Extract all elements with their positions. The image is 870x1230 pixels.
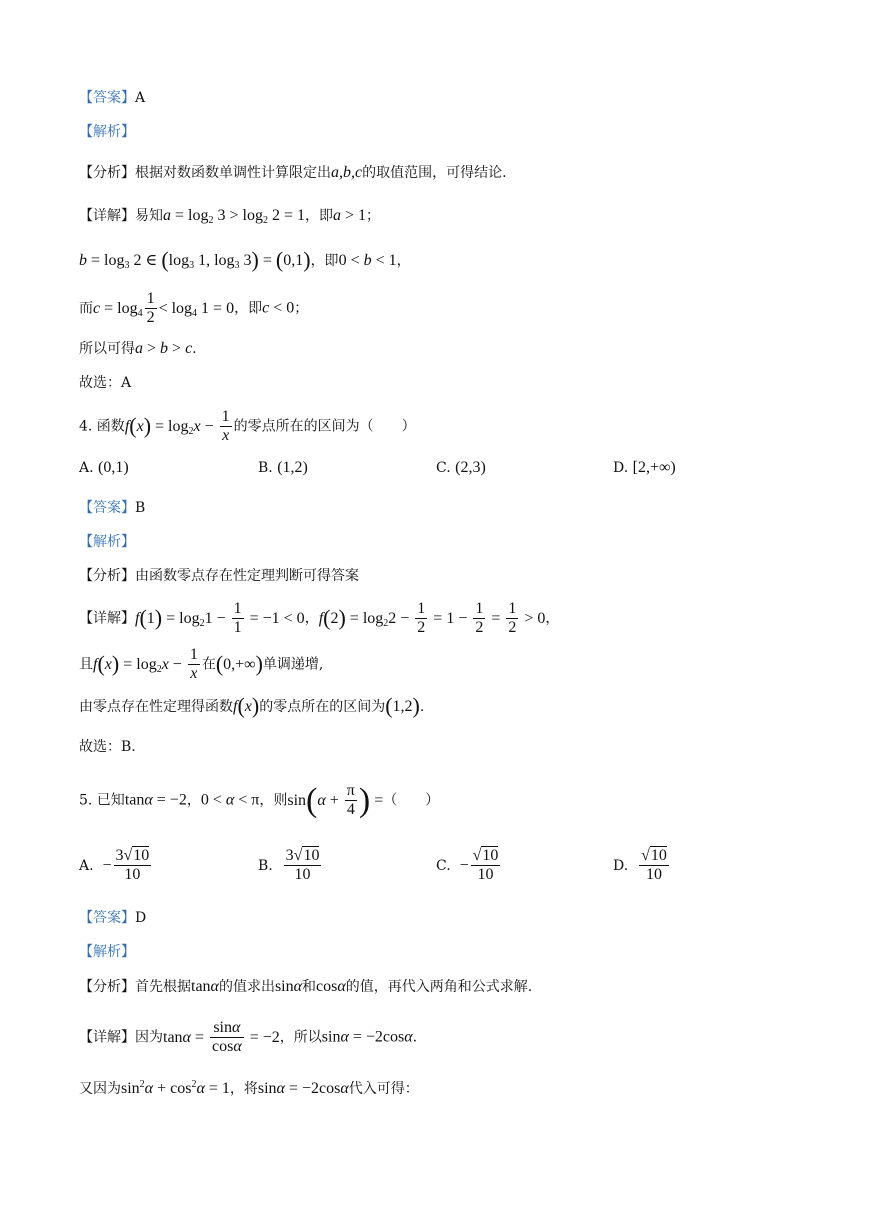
option-sign: − xyxy=(102,856,112,874)
math-expression: tanα = −2 xyxy=(124,791,187,809)
option-fraction: $\frac{3√10}{10}$ xyxy=(285,847,320,884)
text: 因为 xyxy=(135,1029,163,1046)
text: 的零点所在的区间为 xyxy=(259,699,386,715)
text: ； xyxy=(294,300,309,317)
math-expression: (0,+∞) xyxy=(215,650,263,676)
math-expression: 0 < α < π xyxy=(200,791,260,809)
option-fraction: $\frac{√10}{10}$ xyxy=(472,847,499,884)
q5-stem xyxy=(79,782,439,820)
text: ， xyxy=(304,610,319,627)
text: 又因为 xyxy=(79,1081,121,1097)
option-fraction: $\frac{3√10}{10}$ xyxy=(115,847,150,884)
choose-text: 故选：A xyxy=(79,375,132,391)
q3-xiangjie-line-2 xyxy=(79,247,411,272)
text: ，即 xyxy=(310,253,339,269)
q5-option-d xyxy=(613,847,671,885)
fenxi-tag: 【分析】 xyxy=(79,568,135,584)
math-expression: $f(x) = \log_2x$ − $\frac{1}{x}$ xyxy=(93,646,198,683)
math-expression: a > b > c xyxy=(135,340,193,357)
option-value: (1,2) xyxy=(277,459,308,476)
q3-answer-line xyxy=(79,91,145,105)
text: ，则 xyxy=(259,792,288,809)
xiangjie-tag: 【详解】 xyxy=(79,1029,135,1046)
q5-xiangjie-line-2 xyxy=(79,1081,419,1097)
option-value: [2,+∞) xyxy=(632,459,676,476)
fenxi-text: 的值，再代入两角和公式求解. xyxy=(345,979,533,995)
text: ， xyxy=(545,610,560,627)
text: 在 xyxy=(201,656,216,673)
option-label: C. xyxy=(436,460,451,476)
coefficient: 3 xyxy=(115,847,124,864)
math-expression: sinα xyxy=(274,978,303,995)
q5-option-c xyxy=(436,847,502,885)
option-label: A. xyxy=(79,857,94,874)
q4-option-d xyxy=(613,460,676,476)
math-expression: $\sin^2\alpha + \cos^2\alpha = 1$ xyxy=(121,1079,230,1097)
math-expression: $a = \log_2 3 > \log_2 2 = 1$ xyxy=(163,207,305,226)
denominator: 10 xyxy=(124,866,141,884)
fenxi-tag: 【分析】 xyxy=(79,165,135,181)
math-expression: sinα = −2cosα xyxy=(257,1080,349,1097)
q4-xiangjie-line-3 xyxy=(79,693,425,718)
q4-analysis-line xyxy=(79,535,135,549)
math-expression: 0 < b < 1 xyxy=(338,252,397,269)
radicand: 10 xyxy=(133,847,150,864)
analysis-tag: 【解析】 xyxy=(79,944,135,960)
coefficient: 3 xyxy=(285,847,294,864)
text: （ ） xyxy=(383,792,440,809)
q4-xiangjie-line-2 xyxy=(79,646,323,684)
question-number: 4. 函数 xyxy=(79,418,125,435)
q3-analysis-line xyxy=(79,125,135,139)
q5-answer-line xyxy=(79,911,146,925)
text: 单调递增, xyxy=(262,656,324,673)
q3-xiangjie-line-1 xyxy=(79,208,380,224)
denominator: 10 xyxy=(645,866,662,884)
q4-fenxi-line xyxy=(79,569,359,583)
fenxi-text: 的值求出 xyxy=(218,979,275,995)
text: . xyxy=(412,1029,418,1046)
q4-option-c xyxy=(436,460,486,476)
option-value: (0,1) xyxy=(98,459,129,476)
fenxi-math: a,b,c xyxy=(331,164,363,181)
q4-answer-line xyxy=(79,501,145,515)
math-expression: $f(2) = \log_22$ − $\frac{1}{2}$ = 1 − $\frac{1}{2}$ = $\frac{1}{2}$ > 0 xyxy=(318,600,546,637)
answer-value: D xyxy=(135,910,147,926)
text: ，即 xyxy=(304,208,333,224)
q3-xiangjie-line-3 xyxy=(79,290,308,328)
option-value: (2,3) xyxy=(455,459,486,476)
analysis-tag: 【解析】 xyxy=(79,124,135,140)
radicand: 10 xyxy=(482,847,499,864)
q3-xiangjie-line-4 xyxy=(79,341,197,357)
math-expression: sin(α + $\frac{\pi}{4}$ ) = xyxy=(287,781,384,819)
text: ， xyxy=(186,792,201,809)
denominator: 10 xyxy=(477,866,494,884)
q4-option-b xyxy=(258,460,308,476)
text: 易知 xyxy=(135,208,163,224)
q4-option-a xyxy=(79,460,129,476)
option-label: D. xyxy=(613,857,629,874)
fenxi-text: 首先根据 xyxy=(135,979,191,995)
answer-tag: 【答案】 xyxy=(79,90,135,106)
xiangjie-tag: 【详解】 xyxy=(79,208,135,224)
math-expression: f(x) xyxy=(233,693,260,718)
fenxi-text: 根据对数函数单调性计算限定出 xyxy=(135,165,331,181)
fenxi-text: 由函数零点存在性定理判断可得答案 xyxy=(135,568,359,584)
q3-choose-line xyxy=(79,376,131,390)
analysis-tag: 【解析】 xyxy=(79,534,135,550)
text: 且 xyxy=(79,656,93,673)
text: ； xyxy=(366,208,380,224)
q4-xiangjie-line-1 xyxy=(79,600,559,638)
option-label: A. xyxy=(79,460,94,476)
option-label: B. xyxy=(258,460,273,476)
question-number: 5. 已知 xyxy=(79,792,125,809)
math-expression: sinα = −2cosα xyxy=(321,1028,413,1046)
text: 所以可得 xyxy=(79,341,135,357)
math-expression: $c = \log_4$ $\frac{1}{2}$ < $\log_4 1 = 0$ xyxy=(93,290,235,327)
option-label: C. xyxy=(436,857,451,874)
answer-value: B xyxy=(135,500,146,516)
math-expression: $b = \log_3 2$ ∈ ($\log_3$ 1, $\log_3 3) = (0,1)$ xyxy=(79,247,311,272)
text: ，将 xyxy=(229,1081,258,1097)
q5-option-b xyxy=(258,847,323,885)
option-sign: − xyxy=(459,856,469,874)
text: . xyxy=(419,699,425,715)
answer-tag: 【答案】 xyxy=(79,910,135,926)
xiangjie-tag: 【详解】 xyxy=(79,610,135,627)
math-expression: tanα xyxy=(191,978,219,995)
text: ，所以 xyxy=(279,1029,322,1046)
q3-fenxi-line xyxy=(79,165,507,181)
q5-fenxi-line xyxy=(79,979,532,995)
option-fraction: $\frac{√10}{10}$ xyxy=(641,847,667,884)
math-expression: (1,2) xyxy=(385,693,420,718)
math-expression: $f(1) = \log_21$ − $\frac{1}{1}$ = −1 < 0 xyxy=(135,600,305,637)
q5-analysis-line xyxy=(79,945,135,959)
q5-xiangjie-line-1 xyxy=(79,1019,417,1057)
answer-value: A xyxy=(135,90,146,106)
fenxi-text: 的取值范围，可得结论. xyxy=(362,165,507,181)
math-expression: cosα xyxy=(316,978,346,995)
fenxi-tag: 【分析】 xyxy=(79,979,135,995)
radicand: 10 xyxy=(650,847,667,864)
fenxi-text: 和 xyxy=(302,979,317,995)
text: 代入可得： xyxy=(348,1081,419,1097)
answer-tag: 【答案】 xyxy=(79,500,135,516)
text: 的零点所在的区间为（ ） xyxy=(233,418,416,435)
option-label: D. xyxy=(613,460,629,476)
math-expression: $f(x) = \log_2x$ − $\frac{1}{x}$ xyxy=(124,408,230,445)
text: ， xyxy=(396,253,411,269)
math-expression: a > 1 xyxy=(332,207,366,224)
q5-option-a xyxy=(79,847,153,885)
math-expression: tanα = $\frac{\sin\alpha}{\cos\alpha}$ = −2 xyxy=(163,1019,280,1056)
q4-stem xyxy=(79,408,416,446)
radicand: 10 xyxy=(303,847,320,864)
option-label: B. xyxy=(258,857,273,874)
denominator: 10 xyxy=(294,866,311,884)
text: . xyxy=(192,341,197,357)
text: ，即 xyxy=(234,300,263,317)
choose-text: 故选：B. xyxy=(79,739,136,755)
text: 而 xyxy=(79,300,93,317)
q4-choose-line xyxy=(79,740,136,754)
math-expression: c < 0 xyxy=(262,299,295,317)
text: 由零点存在性定理得函数 xyxy=(79,699,233,715)
